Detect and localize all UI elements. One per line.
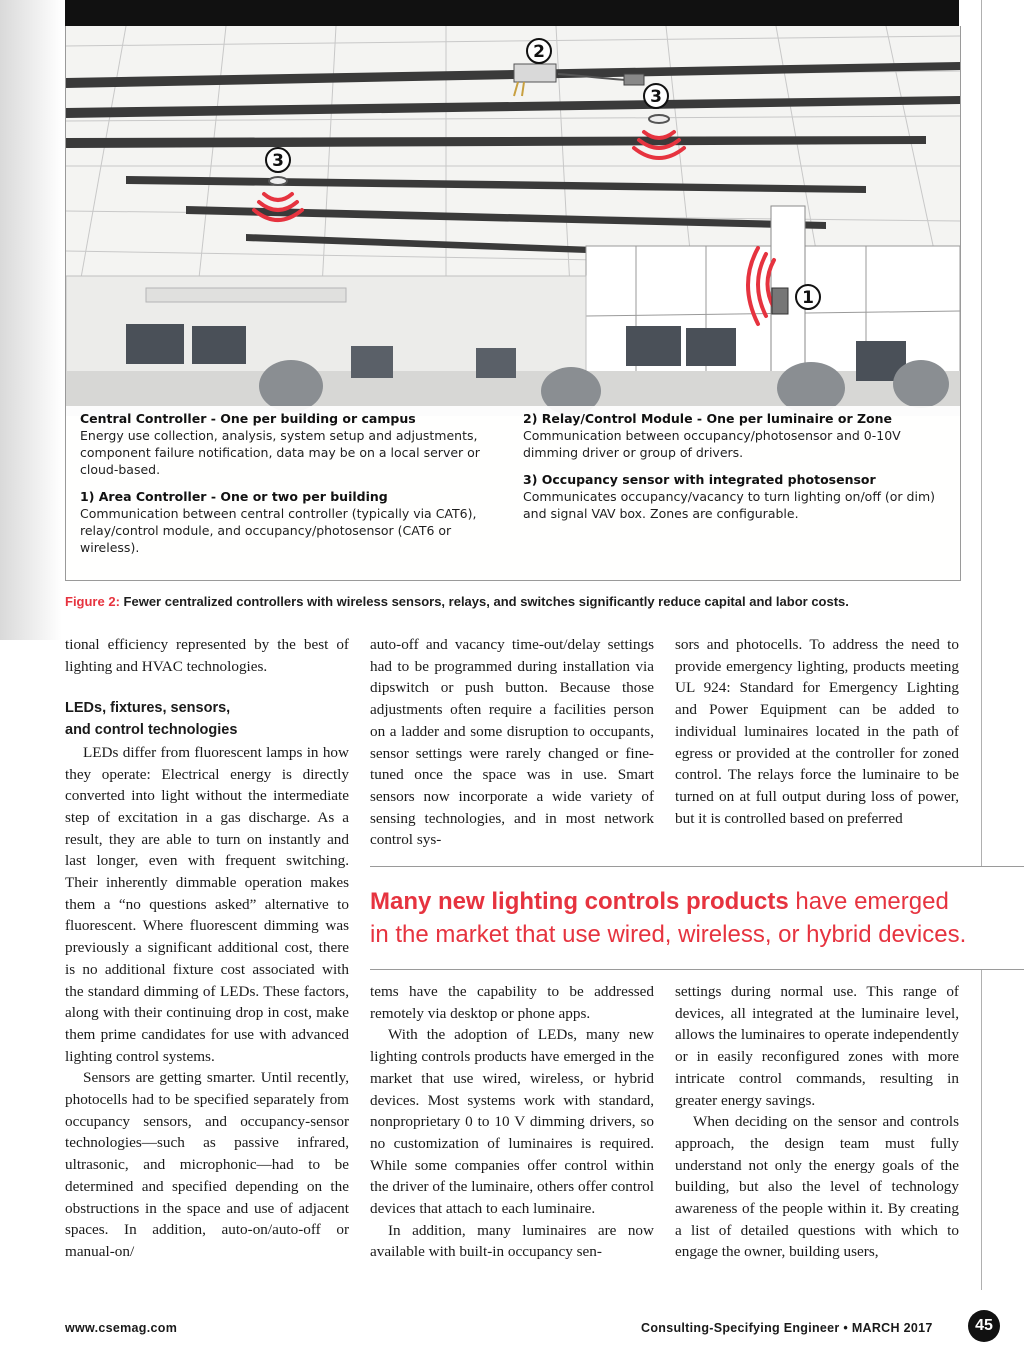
col2-bottom-paragraph-2: With the adoption of LEDs, many new lighting controls products have emerged in the market that use wired, wireless, or hybrid devices. Most systems work with standard, nonproprietary 0 to 10 V dimming drivers, so no customization of luminaires is required. While some companies offer control within the driver of the luminaire, others offer control devices that attach to each luminaire. <box>370 1026 654 1218</box>
pull-quote-text <box>370 885 966 951</box>
column-1 <box>65 634 349 1263</box>
badge-area-controller <box>796 285 820 309</box>
column-3-top <box>675 634 959 829</box>
figure-caption <box>65 594 959 609</box>
relay-module-title: 2) Relay/Control Module - One per luminaire or Zone <box>523 411 893 426</box>
occupancy-sensor-title: 3) Occupancy sensor with integrated photosensor <box>523 472 876 487</box>
col3-bottom-paragraph-1: settings during normal use. This range of devices, all integrated at the luminaire level, allows the luminaires to operate independently or in easily reconfigured zones with more intricate control commands, resulting in greater energy savings. <box>675 983 959 1109</box>
svg-text:1: 1 <box>802 288 814 308</box>
svg-text:2: 2 <box>533 42 545 62</box>
section-subhead <box>65 698 349 741</box>
office-lighting-illustration <box>65 26 961 581</box>
column-3-bottom <box>675 981 959 1263</box>
right-margin-rule <box>981 0 982 1290</box>
svg-text:3: 3 <box>650 87 662 107</box>
col2-bottom-paragraph-1: tems have the capability to be addressed remotely via desktop or phone apps. <box>370 983 654 1022</box>
callout-left <box>80 410 500 556</box>
central-controller-body: Energy use collection, analysis, system setup and adjustments, component failure notification, data may be on a local server or cloud-based. <box>80 428 480 477</box>
pull-quote <box>370 866 1024 970</box>
subhead-line-1: LEDs, fixtures, sensors, <box>65 700 231 717</box>
area-controller-title: 1) Area Controller - One or two per building <box>80 489 388 504</box>
footer-issue: Consulting-Specifying Engineer • MARCH 2017 <box>641 1321 933 1335</box>
central-controller-title: Central Controller - One per building or campus <box>80 411 416 426</box>
figure-label: Figure 2: <box>65 594 120 609</box>
col3-bottom-paragraph-2: When deciding on the sensor and controls approach, the design team must fully understand not only the energy goals of the building, but also the level of technology awareness of the people within it. By creating a list of detailed questions with which to engage the owner, building users, <box>675 1113 959 1261</box>
area-controller-box <box>772 288 788 314</box>
figure-top-bar <box>65 0 959 26</box>
col1-paragraph-3: Sensors are getting smarter. Until recently, photocells had to be specified separately from occupancy sensors, and occupancy-sensor technologies—such as passive infrared, ultrasonic, and microphonic—had to be determined and specified depending on the obstructions in the space and use of adjacent spaces. In addition, auto-on/auto-off or manual-on/ <box>65 1069 349 1260</box>
column-2-bottom <box>370 981 654 1263</box>
badge-relay-module <box>527 39 551 63</box>
badge-sensor-left <box>266 148 290 172</box>
footer-website: www.csemag.com <box>65 1321 178 1335</box>
area-controller-body: Communication between central controller (typically via CAT6), relay/control module, and occupancy/photosensor (CAT6 or wireless). <box>80 506 477 555</box>
pull-quote-rest-2: in the market that use wired, wireless, or hybrid devices. <box>370 921 967 948</box>
col1-paragraph-1: tional efficiency represented by the best of lighting and HVAC technologies. <box>65 636 349 675</box>
area-device <box>624 74 644 85</box>
col2-top-paragraph: auto-off and vacancy time-out/delay settings had to be programmed during installation via dipswitch or push button. Because those adjustments often require a facilities person on a ladder and some disruption to occupants, sensor settings were rarely changed or fine-tuned once the space was in use. Smart sensors now incorporate a wide variety of sensing technologies, and in most network control sys- <box>370 636 654 849</box>
badge-sensor-right <box>644 84 668 108</box>
pull-quote-rest-1: have emerged <box>788 888 949 915</box>
subhead-line-2: and control technologies <box>65 722 238 739</box>
pull-quote-bold: Many new lighting controls products <box>370 888 789 915</box>
relay-module <box>514 64 556 82</box>
col2-bottom-paragraph-3: In addition, many luminaires are now available with built-in occupancy sen- <box>370 1221 654 1261</box>
callout-right <box>523 410 943 522</box>
col1-paragraph-2: LEDs differ from fluorescent lamps in how they operate: Electrical energy is directly converted into light without the intermediate step of excitation in a gas discharge. As a result, they are able to turn on instantly and last longer, even with frequent switching. Their inherently dimmable operation makes them a “no questions asked” alternative to fluorescent. Where fluorescent dimming was previously a significant additional cost, there is no additional fixture cost associated with the standard dimming of LEDs. These factors, along with their continuing drop in cost, make them prime candidates for use with advanced lighting control systems. <box>65 743 349 1065</box>
page-edge-shade <box>0 0 62 640</box>
occupancy-sensor-body: Communicates occupancy/vacancy to turn lighting on/off (or dim) and signal VAV box. Zones are configurable. <box>523 489 936 521</box>
relay-module-body: Communication between occupancy/photosensor and 0-10V dimming driver or group of drivers. <box>523 428 901 460</box>
col3-top-paragraph: sors and photocells. To address the need to provide emergency lighting, products meeting UL 924: Standard for Emergency Lighting and Power Equipment can be added to individual luminaires located in the path of egress or provided at the controller for zoned control. The relays force the luminaire to be turned on at full output during loss of power, but it is controlled based on preferred <box>675 636 959 827</box>
page-number-badge: 45 <box>968 1310 1000 1342</box>
figure-caption-text: Fewer centralized controllers with wireless sensors, relays, and switches significantly reduce capital and labor costs. <box>123 594 849 609</box>
column-2-top <box>370 634 654 851</box>
svg-text:3: 3 <box>272 151 284 171</box>
